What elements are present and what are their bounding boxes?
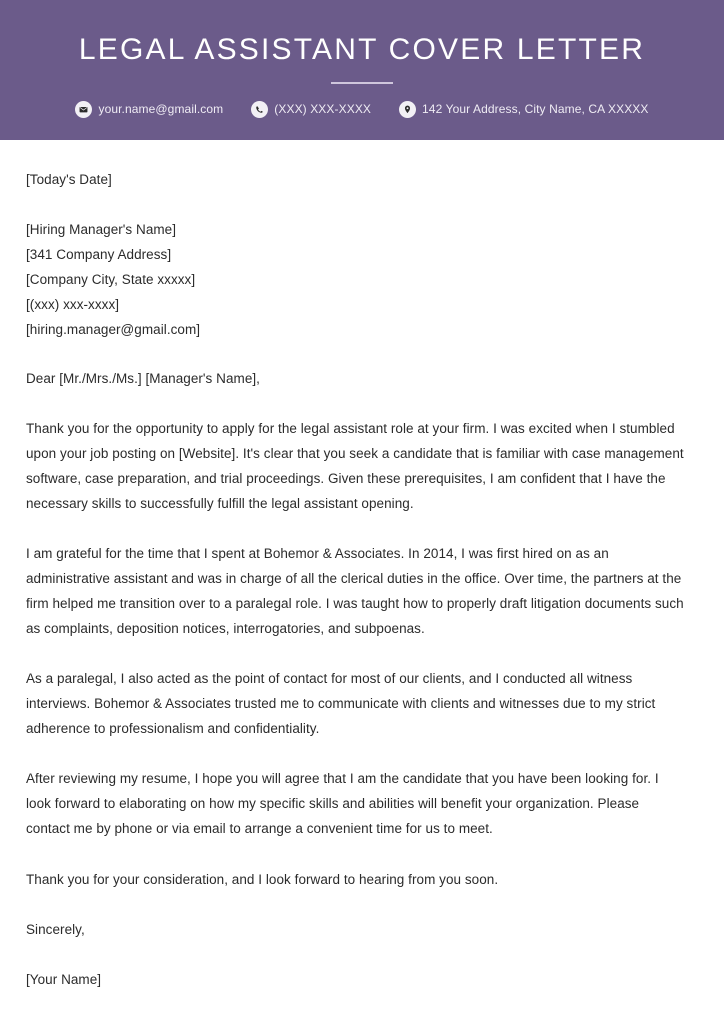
location-pin-icon bbox=[399, 101, 416, 118]
recipient-line: [(xxx) xxx-xxxx] bbox=[26, 297, 120, 312]
recipient-address-block bbox=[26, 217, 684, 342]
letter-closing-sincerely: Sincerely, bbox=[26, 922, 85, 937]
letter-paragraph: I am grateful for the time that I spent at Bohemor & Associates. In 2014, I was first hired on as an administrative assistant and was in charge of all the clerical duties in the office. Over time, the partners at the firm helped me transition over to a paralegal role. I was taught how to properly draft litigation documents such as complaints, deposition notices, interrogatories, and subpoenas. bbox=[26, 546, 684, 636]
recipient-line: [341 Company Address] bbox=[26, 247, 172, 262]
title-divider bbox=[331, 82, 393, 84]
recipient-line: [hiring.manager@gmail.com] bbox=[26, 322, 201, 337]
letter-paragraph: As a paralegal, I also acted as the point of contact for most of our clients, and I conducted all witness interviews. Bohemor & Associates trusted me to communicate with clients and witnesses due to my strict adherence to professionalism and confidentiality. bbox=[26, 671, 656, 736]
contact-email-label: your.name@gmail.com bbox=[98, 102, 224, 116]
contact-address-label: 142 Your Address, City Name, CA XXXXX bbox=[422, 102, 649, 116]
letter-paragraph: After reviewing my resume, I hope you will agree that I am the candidate that you have been looking for. I look forward to elaborating on how my specific skills and abilities will benefit your organization. Please contact me by phone or via email to arrange a convenient time for us to meet. bbox=[26, 771, 659, 836]
recipient-line: [Company City, State xxxxx] bbox=[26, 272, 196, 287]
contact-item-address[interactable] bbox=[399, 101, 649, 118]
recipient-line: [Hiring Manager's Name] bbox=[26, 222, 177, 237]
phone-icon bbox=[251, 101, 268, 118]
letter-closing-thanks: Thank you for your consideration, and I look forward to hearing from you soon. bbox=[26, 872, 499, 887]
letter-body bbox=[0, 167, 724, 992]
letter-header bbox=[0, 0, 724, 140]
letter-signature-name: [Your Name] bbox=[26, 972, 102, 987]
letter-salutation: Dear [Mr./Mrs./Ms.] [Manager's Name], bbox=[26, 371, 260, 386]
letter-date: [Today's Date] bbox=[26, 172, 112, 187]
contact-row bbox=[75, 101, 648, 118]
letter-paragraph: Thank you for the opportunity to apply for the legal assistant role at your firm. I was excited when I stumbled upon your job posting on [Website]. It's clear that you seek a candidate that is familiar with case management software, case preparation, and trial proceedings. Given these prerequisites, I am confident that I have the necessary skills to successfully fulfill the legal assistant opening. bbox=[26, 421, 684, 511]
contact-item-phone[interactable] bbox=[251, 101, 371, 118]
contact-item-email[interactable] bbox=[75, 101, 223, 118]
envelope-icon bbox=[75, 101, 92, 118]
page-title: LEGAL ASSISTANT COVER LETTER bbox=[78, 33, 646, 66]
contact-phone-label: (XXX) XXX-XXXX bbox=[274, 102, 372, 116]
